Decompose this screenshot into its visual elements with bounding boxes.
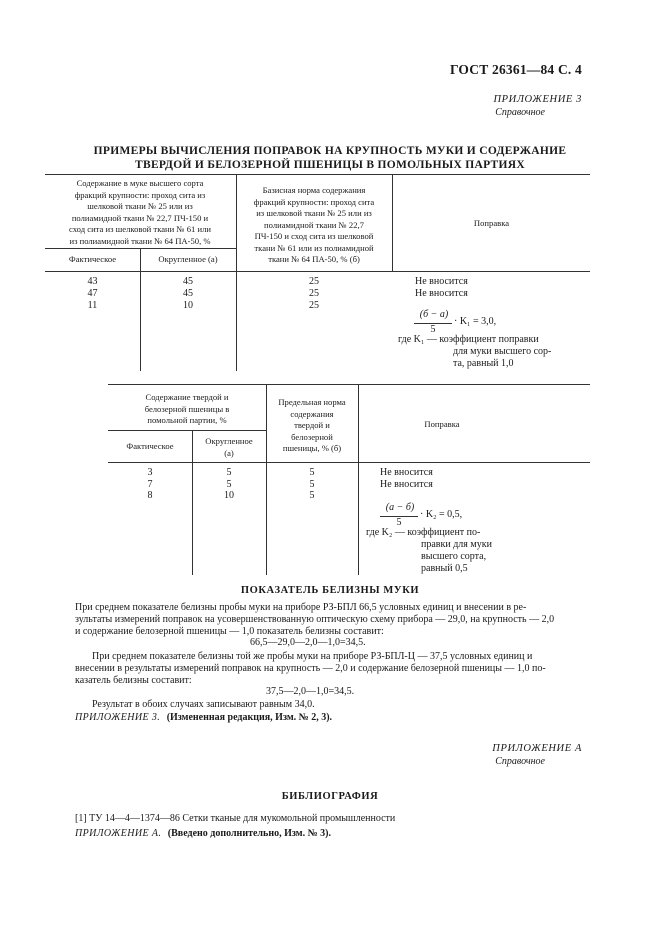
- paragraph-line: При среднем показателе белизны пробы муки на приборе РЗ-БПЛ 66,5 условных единиц и внесении в ре-: [75, 602, 527, 613]
- appendix-3-amendment-note: [75, 712, 332, 723]
- whiteness-paragraph-2-line: казатель белизны составит:: [75, 675, 192, 686]
- amendment-text: (Измененная редакция, Изм. № 2, 3).: [166, 712, 333, 723]
- appendix-a-sublabel: Справочное: [495, 756, 545, 767]
- table-1-group-header: [50, 178, 230, 247]
- whiteness-paragraph-2-line: При среднем показателе белизны той же пробы муки на приборе РЗ-БПЛ-Ц — 37,5 условных единиц и: [92, 651, 533, 662]
- table-1-cell: 11: [87, 300, 98, 311]
- table-1-col-norm-line: полиамидной ткани № 22,7: [264, 219, 364, 230]
- table-1-group-header-line: Содержание в муке высшего сорта: [76, 178, 204, 188]
- table-1-header-rule: [45, 271, 590, 272]
- table-2-cell: 5: [226, 479, 232, 490]
- table-1-divider: [236, 174, 237, 371]
- table-1-subheader-rule: [45, 248, 236, 249]
- table-2-cell: 5: [309, 467, 315, 478]
- table-2-col-actual: Фактическое: [126, 441, 174, 451]
- formula-1-where-line: для муки высшего сор-: [453, 346, 552, 357]
- table-2-col-rounded-line: Округленное: [205, 436, 253, 446]
- table-1-group-header-line: шелковой ткани № 25 или из: [87, 201, 193, 211]
- table-1-cell: 43: [87, 276, 98, 287]
- bibliography-heading: БИБЛИОГРАФИЯ: [281, 791, 379, 802]
- appendix-3-title-line-1: ПРИМЕРЫ ВЫЧИСЛЕНИЯ ПОПРАВОК НА КРУПНОСТЬ МУКИ И СОДЕРЖАНИЕ: [93, 145, 567, 157]
- table-2-divider: [358, 384, 359, 575]
- table-2-cell: Не вносится: [380, 467, 433, 478]
- table-2-subheader-rule: [108, 430, 266, 431]
- table-2-header-rule: [108, 462, 590, 463]
- whiteness-heading: ПОКАЗАТЕЛЬ БЕЛИЗНЫ МУКИ: [240, 585, 420, 596]
- table-1-col-norm-line: ПЧ-150 и сход сита из шелковой: [254, 231, 374, 241]
- table-2-col-norm-line: пшеницы, % (б): [282, 443, 342, 453]
- formula-2-denominator: 5: [396, 517, 402, 528]
- table-2-col-norm: [266, 397, 358, 455]
- table-1-col-norm-line: из шелковой ткани № 25 или из: [256, 208, 372, 218]
- bibliography-reference-1: [1] ТУ 14—4—1374—86 Сетки тканые для мукомольной промышленности: [75, 813, 396, 824]
- whiteness-paragraph-1-line: и содержание белозерной пшеницы — 1,0 показатель белизны составит:: [75, 626, 384, 637]
- table-1-cell: 25: [309, 288, 319, 299]
- table-1-cell: 10: [183, 300, 193, 311]
- whiteness-paragraph-3: Результат в обоих случаях записывают равным 34,0.: [92, 699, 315, 710]
- table-2-cell: 5: [309, 479, 315, 490]
- table-2-group-header: [110, 392, 264, 427]
- appendix-3-title-line-2: ТВЕРДОЙ И БЕЛОЗЕРНОЙ ПШЕНИЦЫ В ПОМОЛЬНЫХ ПАРТИЯХ: [135, 159, 525, 171]
- table-1-col-norm-line: ткани № 64 ПА-50, % (б): [268, 254, 360, 264]
- table-1-col-norm-line: ткани № 61 или из полиамидной: [254, 242, 374, 253]
- whiteness-paragraph-1: [75, 602, 595, 614]
- table-1-col-rounded: Округленное (а): [158, 254, 218, 264]
- whiteness-paragraph-2-line: внесении в результаты измерений поправок на крупность — 2,0 и содержание белозерной пшеницы — 1,0 по-: [75, 663, 546, 674]
- table-1-col-correction: Поправка: [473, 218, 510, 228]
- table-1-col-actual: Фактическое: [68, 254, 117, 264]
- table-2-cell: 8: [147, 490, 153, 501]
- amendment-label: ПРИЛОЖЕНИЕ 3.: [75, 712, 161, 723]
- appendix-3-sublabel: Справочное: [495, 107, 545, 118]
- formula-1-where-line: где K₁ — коэффициент поправки: [398, 334, 539, 345]
- formula-1-numerator: (б − а): [419, 309, 449, 320]
- table-2-top-rule: [108, 384, 590, 385]
- table-2-col-norm-line: Предельная норма: [278, 397, 346, 407]
- formula-1-where-line: та, равный 1,0: [453, 358, 514, 369]
- table-1-col-norm: [238, 185, 390, 266]
- appendix-a-label: ПРИЛОЖЕНИЕ А: [492, 743, 582, 754]
- table-2-cell: 7: [147, 479, 153, 490]
- table-2-cell: Не вносится: [380, 479, 433, 490]
- table-2-group-header-line: Содержание твердой и: [145, 392, 229, 402]
- table-2-cell: 10: [224, 490, 234, 501]
- table-2-col-norm-line: твердой и: [294, 420, 330, 430]
- appendix-3-label: ПРИЛОЖЕНИЕ 3: [493, 94, 582, 105]
- table-2-col-norm-line: содержания: [290, 408, 334, 419]
- whiteness-equation-2: 37,5—2,0—1,0=34,5.: [266, 686, 355, 697]
- formula-2-where-line: высшего сорта,: [421, 551, 487, 562]
- formula-1-denominator: 5: [430, 324, 436, 335]
- table-1-cell: 25: [309, 300, 319, 311]
- table-1-col-norm-line: фракций крупности: проход сита: [253, 196, 375, 207]
- table-2-col-rounded-line: (а): [224, 447, 234, 458]
- table-2-col-norm-line: белозерной: [291, 431, 333, 442]
- table-2-col-correction: Поправка: [424, 419, 460, 429]
- table-1-cell: 47: [87, 288, 98, 299]
- table-1-cell: 45: [183, 276, 193, 287]
- amendment-label: ПРИЛОЖЕНИЕ А.: [75, 828, 162, 839]
- table-1-group-header-line: полиамидной ткани № 22,7 ПЧ-150 и: [71, 212, 209, 223]
- table-1-cell: Не вносится: [415, 288, 468, 299]
- table-1-cell: 25: [309, 276, 319, 287]
- appendix-a-amendment-note: [75, 828, 331, 839]
- table-2-group-header-line: белозерной пшеницы в: [144, 403, 230, 414]
- table-2-cell: 5: [226, 467, 232, 478]
- document-header: ГОСТ 26361—84 С. 4: [449, 62, 582, 77]
- table-2-cell: 3: [147, 467, 153, 478]
- table-1-group-header-line: фракций крупности: проход сита из: [74, 189, 206, 200]
- table-1-cell: Не вносится: [415, 276, 468, 287]
- amendment-text: (Введено дополнительно, Изм. № 3).: [167, 828, 331, 839]
- formula-1-rest: · K₁ = 3,0,: [454, 316, 497, 327]
- table-1-group-header-line: из полиамидной ткани № 64 ПА-50, %: [69, 235, 211, 246]
- table-1-top-rule: [45, 174, 590, 175]
- table-1-col-norm-line: Базисная норма содержания: [262, 185, 366, 195]
- table-1-cell: 45: [183, 288, 193, 299]
- whiteness-paragraph-1-line: зультаты измерений поправок на усовершенствованную оптическую схему прибора — 29,0, на крупность — 2,0: [75, 614, 555, 625]
- table-2-group-header-line: помольной партии, %: [147, 415, 227, 425]
- formula-2-rest: · K₂ = 0,5,: [420, 509, 463, 520]
- whiteness-equation-1: 66,5—29,0—2,0—1,0=34,5.: [250, 637, 366, 648]
- formula-2-where-line: равный 0,5: [421, 563, 468, 574]
- table-2-cell: 5: [309, 490, 315, 501]
- formula-2-where-line: правки для муки: [421, 539, 492, 550]
- table-2-col-rounded: [192, 436, 266, 459]
- table-1-group-header-line: сход сита из шелковой ткани № 61 или: [69, 224, 211, 234]
- formula-2-where-line: где K₂ — коэффициент по-: [366, 527, 481, 538]
- formula-2-numerator: (а − б): [385, 502, 415, 513]
